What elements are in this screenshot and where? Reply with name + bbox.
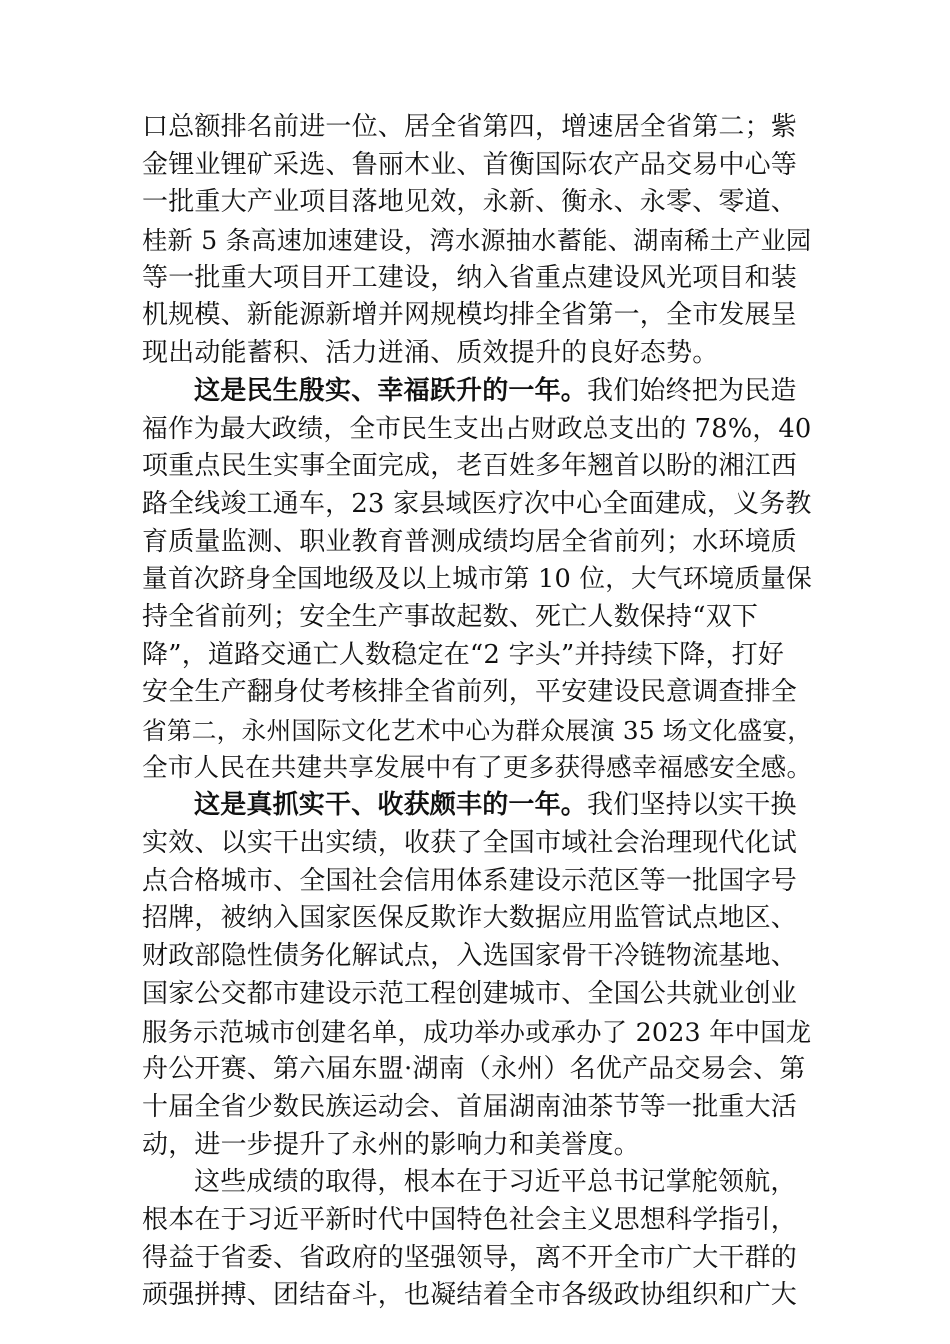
text-line: 招牌，被纳入国家医保反欺诈大数据应用监管试点地区、 — [142, 903, 798, 934]
body-text — [142, 109, 812, 1315]
paragraph-first-line — [142, 787, 812, 825]
text-line: 省第二，永州国际文化艺术中心为群众展演 35 场文化盛宴， — [142, 716, 813, 745]
text-run: 我们坚持以实干换 — [587, 790, 797, 821]
text-line: 安全生产翻身仗考核排全省前列，平安建设民意调查排全 — [142, 677, 798, 708]
text-line: 金锂业锂矿采选、鲁丽木业、首衡国际农产品交易中心等 — [142, 149, 798, 180]
text-line: 现出动能蓄积、活力迸涌、质效提升的良好态势。 — [142, 338, 719, 369]
text-line: 机规模、新能源新增并网规模均排全省第一，全市发展呈 — [142, 300, 798, 331]
text-line: 路全线竣工通车，23 家县域医疗次中心全面建成，义务教 — [142, 488, 812, 519]
text-line: 桂新 5 条高速加速建设，湾水源抽水蓄能、湖南稀土产业园 — [142, 226, 812, 256]
text-line: 福作为最大政绩，全市民生支出占财政总支出的 78%，40 — [142, 413, 812, 444]
text-line: 顽强拼搏、团结奋斗，也凝结着全市各级政协组织和广大 — [142, 1280, 798, 1311]
text-line: 动，进一步提升了永州的影响力和美誉度。 — [142, 1129, 640, 1160]
text-line: 育质量监测、职业教育普测成绩均居全省前列；水环境质 — [142, 526, 798, 557]
text-line: 一批重大产业项目落地见效，永新、衡永、永零、零道、 — [142, 187, 798, 218]
text-line: 全市人民在共建共享发展中有了更多获得感幸福感安全感。 — [142, 752, 813, 783]
text-line: 持全省前列；安全生产事故起数、死亡人数保持“双下 — [142, 601, 759, 632]
text-line: 降”，道路交通亡人数稳定在“2 字头”并持续下降，打好 — [142, 639, 785, 670]
text-line: 等一批重大项目开工建设，纳入省重点建设风光项目和装 — [142, 262, 798, 293]
text-line: 十届全省少数民族运动会、首届湖南油茶节等一批重大活 — [142, 1091, 798, 1122]
paragraph-heading: 这是民生殷实、幸福跃升的一年。 — [194, 375, 588, 406]
text-line: 项重点民生实事全面完成，老百姓多年翘首以盼的湘江西 — [142, 451, 798, 482]
text-line: 点合格城市、全国社会信用体系建设示范区等一批国字号 — [142, 865, 798, 896]
paragraph-first-line — [142, 373, 812, 411]
text-line: 量首次跻身全国地级及以上城市第 10 位，大气环境质量保 — [142, 564, 812, 595]
text-line: 财政部隐性债务化解试点，入选国家骨干冷链物流基地、 — [142, 941, 798, 972]
text-line: 实效、以实干出实绩，收获了全国市域社会治理现代化试 — [142, 828, 798, 859]
text-line: 口总额排名前进一位、居全省第四，增速居全省第二；紫 — [142, 112, 798, 142]
paragraph-first-line: 这些成绩的取得，根本在于习近平总书记掌舵领航， — [194, 1167, 797, 1198]
text-line: 国家公交都市建设示范工程创建城市、全国公共就业创业 — [142, 978, 798, 1009]
text-line: 得益于省委、省政府的坚强领导，离不开全市广大干群的 — [142, 1242, 798, 1273]
text-line: 根本在于习近平新时代中国特色社会主义思想科学指引， — [142, 1204, 798, 1235]
paragraph-heading: 这是真抓实干、收获颇丰的一年。 — [194, 790, 588, 821]
text-line: 服务示范城市创建名单，成功举办或承办了 2023 年中国龙 — [142, 1016, 812, 1047]
text-run: 我们始终把为民造 — [587, 375, 797, 406]
text-line: 舟公开赛、第六届东盟·湖南（永州）名优产品交易会、第 — [142, 1054, 806, 1085]
